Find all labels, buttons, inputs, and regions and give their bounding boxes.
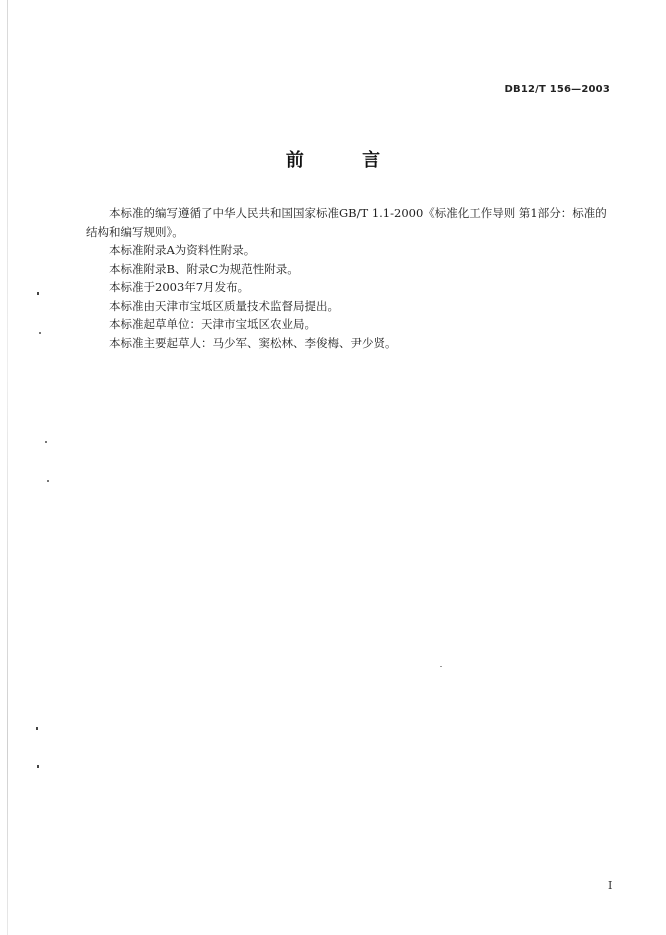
- scan-speck: [45, 441, 47, 443]
- foreword-paragraph-appendix-bc: 本标准附录B、附录C为规范性附录。: [109, 261, 299, 276]
- foreword-paragraph-drafters: 本标准主要起草人：马少军、窦松林、李俊梅、尹少贤。: [109, 335, 397, 350]
- foreword-paragraph-appendix-a: 本标准附录A为资料性附录。: [109, 243, 256, 257]
- foreword-paragraph-proposer: 本标准由天津市宝坻区质量技术监督局提出。: [109, 298, 339, 313]
- scan-speck: [37, 765, 39, 768]
- scan-speck: [440, 666, 442, 667]
- foreword-paragraph-compliance: 本标准的编写遵循了中华人民共和国国家标准GB/T 1.1-2000《标准化工作导则 第1部分：标准的结构和编写规则》。: [86, 206, 607, 239]
- scan-speck: [36, 727, 38, 730]
- foreword-paragraph-release-date: 本标准于2003年7月发布。: [109, 280, 250, 294]
- scan-speck: [37, 292, 39, 295]
- scan-edge-line: [7, 0, 8, 935]
- document-code: DB12/T 156—2003: [504, 84, 610, 95]
- foreword-paragraph-drafting-unit: 本标准起草单位：天津市宝坻区农业局。: [109, 317, 316, 331]
- foreword-body: [86, 204, 618, 352]
- page-title: 前 言: [285, 150, 407, 171]
- scan-speck: [47, 480, 49, 482]
- page-number: I: [608, 879, 613, 892]
- scan-speck: [39, 332, 41, 334]
